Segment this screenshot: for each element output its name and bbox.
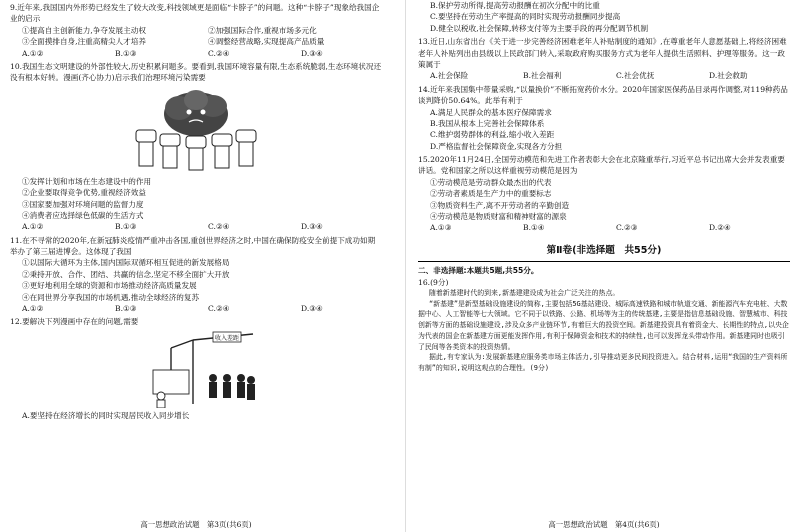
q9-opt-4: ④调整经营战略,实现提高产品质量 [208, 37, 325, 47]
q15-choices [418, 222, 790, 233]
q12-opt-a: A.要坚持在经济增长的同时实现居民收入同步增长 [22, 410, 190, 420]
q11-choice-d: D.③④ [301, 304, 323, 314]
q9-opt-1: ①提高自主创新能力,争夺发展主动权 [22, 25, 146, 35]
q11-choices [10, 303, 382, 314]
q11-choice-b: B.①③ [115, 304, 137, 314]
q16-passage-1: 随着新基建时代的到来,新基建建设成为社会广泛关注的热点。 [429, 288, 620, 297]
q15-choice-a: A.①③ [430, 223, 452, 233]
people-group-right-icon [209, 374, 255, 400]
q11-opt-3: ③更好地利用全球的资源和市场推动经济高质量发展 [22, 281, 197, 291]
q9-choice-c: C.②④ [208, 48, 230, 58]
q12-opt-b: B.保护劳动所得,提高劳动报酬在初次分配中的比重 [430, 1, 600, 10]
q10-opt-3: ③国家要加强对环境问题的监督力度 [22, 199, 144, 209]
q10-choice-b: B.①③ [115, 222, 137, 232]
q11-choice-a: A.①② [22, 304, 44, 314]
raised-fists-icon [136, 130, 256, 170]
people-group-left-icon [153, 370, 189, 408]
q9-stem: 9.近年来,我国国内外形势已经发生了较大改变,科技领域更是面临“卡脖子”的问题。这种“卡脖子”现象给我国企业的启示 [10, 3, 380, 24]
q10-stem: 10.我国生态文明建设的外部性较大,历史积累问题多。要看到,我国环境容量有限,生态系统脆弱,生态环境状况还没有根本好转。漫画(齐心协力)启示我们治理环境污染需要 [10, 61, 382, 83]
q16-passage-3: 据此,有专家认为:发展新基建应服务类市场主体活力,引导推动更多民间投资进入。结合材料,运用“我国的生产资料所有制”的知识,说明这观点的合理性。(9分) [418, 353, 788, 372]
q9-choices [10, 48, 382, 59]
section-rule [418, 261, 790, 262]
q11-opt-1: ①以国际大循环为主体,国内国际双循环相互促进的新发展格局 [22, 258, 230, 268]
page-divider [405, 0, 406, 532]
q14-opt-c: C.维护弱势群体的利益,缩小收入差距 [430, 130, 555, 140]
q9-opt-3: ③全面摸排自身,注重高精尖人才培养 [22, 37, 146, 47]
income-gap-cartoon [131, 330, 261, 408]
q10-opt-2: ②企业要取得竞争优势,重视经济效益 [22, 188, 146, 198]
q16-number: 16.(9分) [418, 277, 449, 287]
q14-opt-b: B.我国从根本上完善社会保障体系 [430, 118, 545, 128]
q11-opt-2: ②秉持开放、合作、团结、共赢的信念,坚定不移全面扩大开放 [22, 269, 230, 279]
q15-choice-b: B.①④ [523, 223, 545, 233]
q9-opts-row2 [10, 36, 382, 47]
q15-opt-1: ①劳动模范是劳动群众最杰出的代表 [430, 177, 552, 187]
section-2-heading: 二、非选择题:本题共5题,共55分。 [418, 266, 539, 276]
pollution-cloud-icon [164, 90, 228, 136]
page-3-column [10, 0, 382, 532]
q13-choices [418, 70, 790, 81]
q14-opt-d: D.严格监督社会保障资金,实现各方分担 [430, 141, 563, 151]
q15-opt-2: ②劳动者素质是生产力中的重要标志 [430, 189, 552, 199]
page-4-footer: 高一思想政治试题 第4页(共6页) [548, 519, 660, 529]
income-gap-sign-text: 收入差距 [214, 334, 240, 342]
q16-passage-2: “新基建”是新型基础设施建设的简称,主要包括5G基站建设、城际高速铁路和城市轨道交通、新能源汽车充电桩、大数据中心、人工智能等七大领域。它不同于以铁路、公路、机场等为主的传统基建,主要是指信息基础设施、智慧城市、科技创新等方面的基础设施建设,涉及众多产业链环节,有着巨大的投资空间。新基建投资具有着资金大、长期性的特点,以央企为代表的国企在新基建方面更能发挥作用,有利于保障资金和技术的持续性,也可以发挥龙头带动作用。新基建同时也吸引了民间等各类资本的投资热情。 [418, 299, 789, 351]
q9-opts-row1 [10, 25, 382, 36]
page-4-column [418, 0, 790, 532]
q15-choice-d: D.②④ [709, 223, 731, 233]
q13-stem: 13.近日,山东省出台《关于进一步完善经济困难老年人补贴制度的通知》,在尊重老年人意愿基础上,将经济困难老年人补贴列出由县级以上民政部门转入,采取政府购买服务方式为老年人提供生活照料、护理等服务。这一政策属于 [418, 37, 787, 69]
q11-stem: 11.在不寻常的2020年,在新冠肺炎疫情严重冲击各国,重创世界经济之时,中国在确保防疫安全前提下成功如期举办了第三届进博会。这体现了我国 [10, 235, 376, 257]
q12-opt-c: C.要坚持在劳动生产率提高的同时实现劳动报酬同步提高 [430, 12, 621, 22]
q15-opt-4: ④劳动模范是物质财富和精神财富的源泉 [430, 212, 567, 222]
page-3-footer: 高一思想政治试题 第3页(共6页) [140, 519, 252, 529]
q13-choice-a: A.社会保险 [430, 71, 469, 81]
q10-opt-1: ①发挥计划和市场在生态建设中的作用 [22, 176, 152, 186]
q12-opt-d: D.健全以税收,社会保障,转移支付等为主要手段的再分配调节机制 [430, 23, 649, 33]
q9-choice-a: A.①② [22, 48, 44, 58]
q10-opt-4: ④消费者应选择绿色低碳的生活方式 [22, 210, 144, 220]
q15-choice-c: C.②③ [616, 223, 638, 233]
section-2-title: 第Ⅱ卷(非选择题 共55分) [546, 244, 662, 256]
q11-opt-4: ④在同世界分享我国的市场机遇,推动全球经济的复苏 [22, 292, 200, 302]
q13-choice-b: B.社会福利 [523, 71, 562, 81]
q9-opt-2: ②加强国际合作,重视市场多元化 [208, 25, 317, 35]
q10-choice-d: D.③④ [301, 222, 323, 232]
q14-opt-a: A.满足人民群众的基本医疗保障需求 [430, 107, 552, 117]
q15-opt-3: ③物质资料生产,离不开劳动者的辛勤创造 [430, 200, 570, 210]
q13-choice-c: C.社会优抚 [616, 71, 655, 81]
q10-choices [10, 221, 382, 232]
q10-choice-c: C.②④ [208, 222, 230, 232]
q15-stem: 15.2020年11月24日,全国劳动模范和先进工作者表彰大会在北京隆重举行,习近平总书记出席大会并发表重要讲话。党和国家之所以这样重视劳动模范是因为 [418, 155, 785, 176]
q13-choice-d: D.社会救助 [709, 71, 748, 81]
q9-choice-b: B.①③ [115, 48, 137, 58]
q10-choice-a: A.①② [22, 222, 44, 232]
q11-choice-c: C.②④ [208, 304, 230, 314]
q12-stem: 12.要解决下列漫画中存在的问题,需要 [10, 317, 139, 327]
q14-stem: 14.近年来我国集中带量采购,“以量换价”不断拓宽药价水分。2020年国家医保药品目录再作调整,对119种药品谈判降价50.64%。此举有利于 [418, 84, 788, 106]
environment-pollution-cartoon [121, 86, 271, 174]
q9-choice-d: D.③④ [301, 48, 323, 58]
